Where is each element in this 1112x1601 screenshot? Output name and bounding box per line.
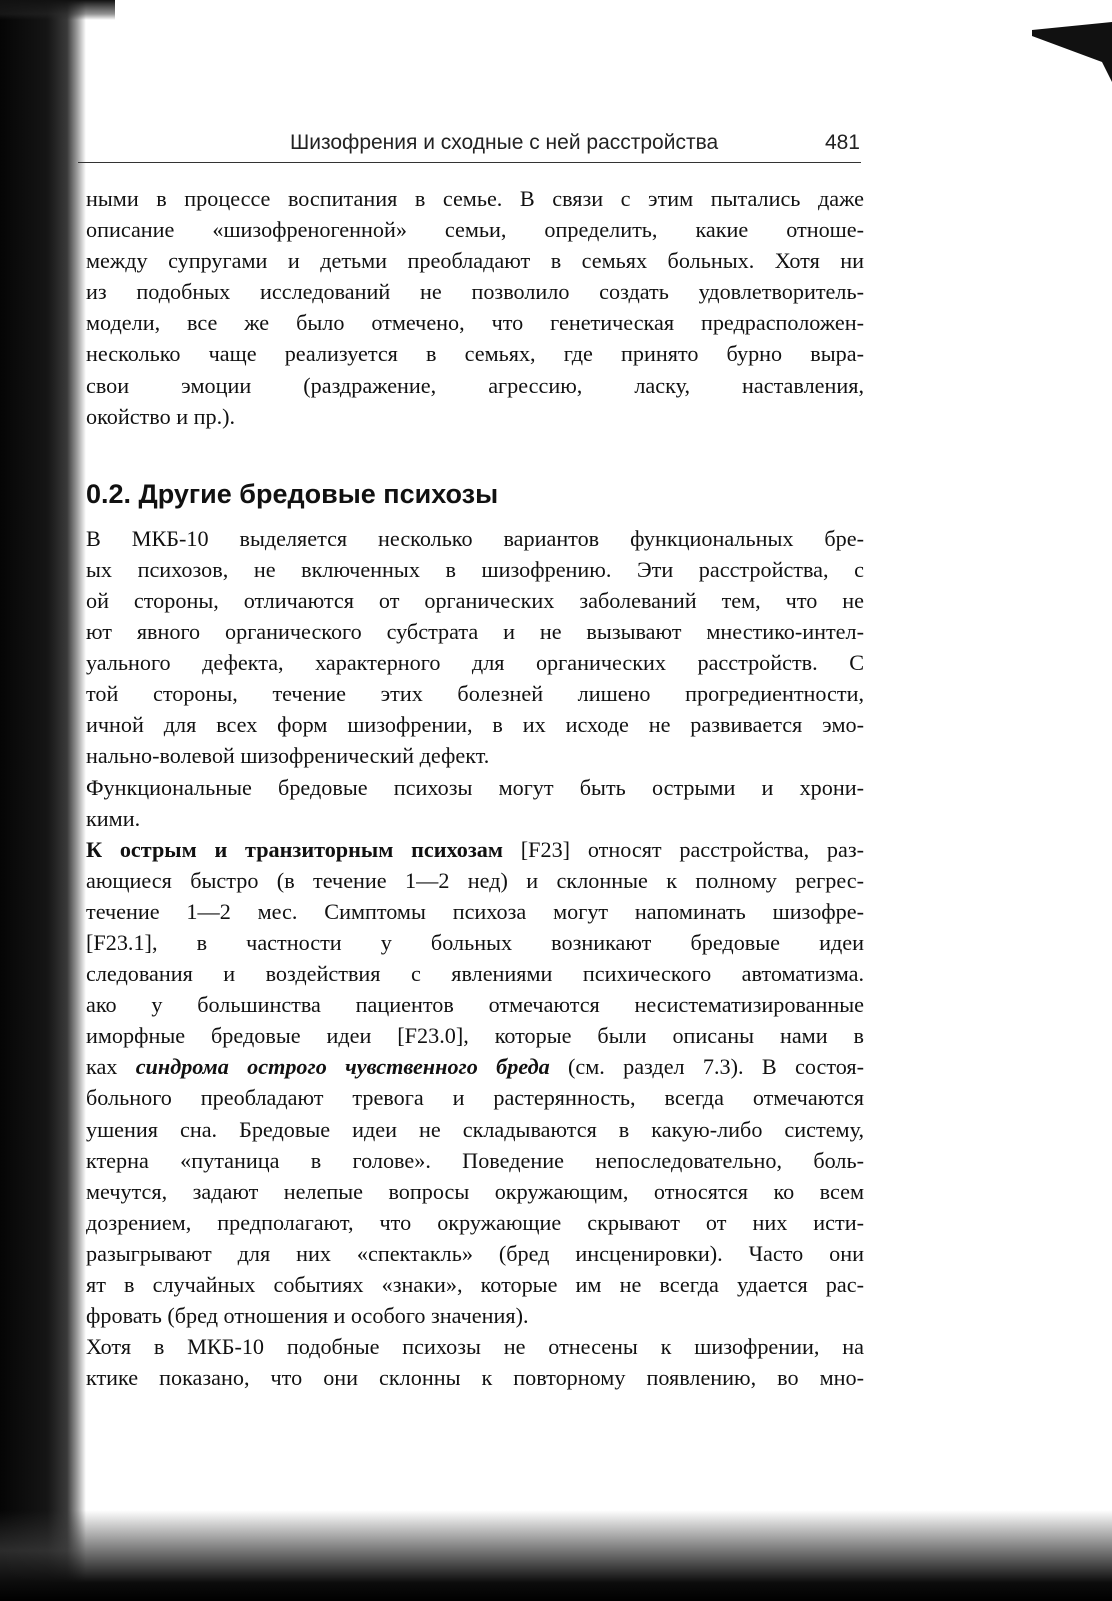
bold-term: К острым и транзиторным психозам: [86, 836, 504, 862]
text-line: ют явного органического субстрата и не вызывают мнестико-интел-: [86, 619, 864, 645]
text-run: (см. раздел 7.3). В состоя-: [549, 1054, 864, 1080]
text-line: ых психозов, не включенных в шизофрению. Эти расстройства, с: [86, 556, 864, 582]
paragraph-5: [86, 1331, 864, 1393]
section-heading: 0.2. Другие бредовые психозы: [86, 478, 499, 509]
text-line: Функциональные бредовые психозы могут быть острыми и хрони-: [86, 774, 864, 800]
text-line: фровать (бред отношения и особого значения).: [86, 1303, 529, 1329]
text-line: между супругами и детьми преобладают в семьях больных. Хотя ни: [86, 248, 864, 274]
page-body: [86, 183, 864, 1393]
italic-bold-term: синдрома острого чувственного бреда: [135, 1054, 550, 1080]
text-line: больного преобладают тревога и растерянность, всегда отмечаются: [86, 1085, 864, 1111]
paragraph-3: [86, 772, 864, 834]
text-line: ушения сна. Бредовые идеи не складываются в какую-либо систему,: [86, 1116, 864, 1142]
header-rule: [78, 162, 861, 163]
text-line: [86, 834, 864, 865]
text-line: кими.: [86, 805, 141, 831]
text-line: свои эмоции (раздражение, агрессию, ласку, наставления,: [86, 372, 864, 398]
text-line: описание «шизофреногенной» семьи, определить, какие отноше-: [86, 217, 864, 243]
text-line: ктике показано, что они склонны к повторному появлению, во мно-: [86, 1365, 864, 1391]
scan-shadow-bottom: [0, 1510, 1112, 1601]
text-line: ичной для всех форм шизофрении, в их исходе не развивается эмо-: [86, 712, 864, 738]
scan-corner-mark: [1032, 22, 1112, 82]
text-line: несколько чаще реализуется в семьях, где принято бурно выра-: [86, 341, 864, 367]
text-line: ающиеся быстро (в течение 1—2 нед) и склонные к полному регрес-: [86, 867, 864, 893]
text-line: уального дефекта, характерного для органических расстройств. С: [86, 650, 864, 676]
text-line: течение 1—2 мес. Симптомы психоза могут напоминать шизофре-: [86, 898, 864, 924]
paragraph-4: [86, 834, 864, 1332]
text-line: [F23.1], в частности у больных возникают бредовые идеи: [86, 929, 864, 955]
text-line: ктерна «путаница в голове». Поведение непоследовательно, боль-: [86, 1147, 864, 1173]
text-line: ят в случайных событиях «знаки», которые им не всегда удается рас-: [86, 1272, 864, 1297]
text-line: модели, все же было отмечено, что генетическая предрасположен-: [86, 310, 864, 336]
text-line: дозрением, предполагают, что окружающие скрывают от них исти-: [86, 1209, 864, 1235]
page-number: 481: [824, 131, 860, 154]
text-run: [F23] относят расстройства, раз-: [503, 836, 864, 862]
text-line: разыгрывают для них «спектакль» (бред инсценировки). Часто они: [86, 1240, 864, 1266]
text-line: Хотя в МКБ-10 подобные психозы не отнесены к шизофрении, на: [86, 1334, 864, 1360]
text-run: ках: [86, 1054, 136, 1080]
text-line: [86, 1051, 864, 1082]
text-line: В МКБ-10 выделяется несколько вариантов функциональных бре-: [86, 525, 864, 551]
text-line: ой стороны, отличаются от органических заболеваний тем, что не: [86, 587, 864, 613]
binding-shadow-top: [0, 0, 115, 20]
text-line: ными в процессе воспитания в семье. В связи с этим пытались даже: [86, 186, 864, 211]
running-header: [290, 131, 860, 159]
text-line: следования и воздействия с явлениями психического автоматизма.: [86, 961, 864, 987]
paragraph-2: [86, 523, 864, 772]
text-line: ако у большинства пациентов отмечаются несистематизированные: [86, 992, 864, 1018]
text-line: мечутся, задают нелепые вопросы окружающим, относятся ко всем: [86, 1178, 864, 1204]
text-line: окойство и пр.).: [86, 403, 236, 429]
text-line: иморфные бредовые идеи [F23.0], которые были описаны нами в: [86, 1023, 864, 1049]
running-header-title: Шизофрения и сходные с ней расстройства: [290, 131, 719, 154]
text-line: той стороны, течение этих болезней лишено прогредиентности,: [86, 681, 864, 707]
text-line: нально-волевой шизофренический дефект.: [86, 743, 490, 769]
text-line: из подобных исследований не позволило создать удовлетворитель-: [86, 279, 864, 305]
paragraph-1: [86, 183, 864, 432]
binding-shadow: [0, 0, 86, 1601]
